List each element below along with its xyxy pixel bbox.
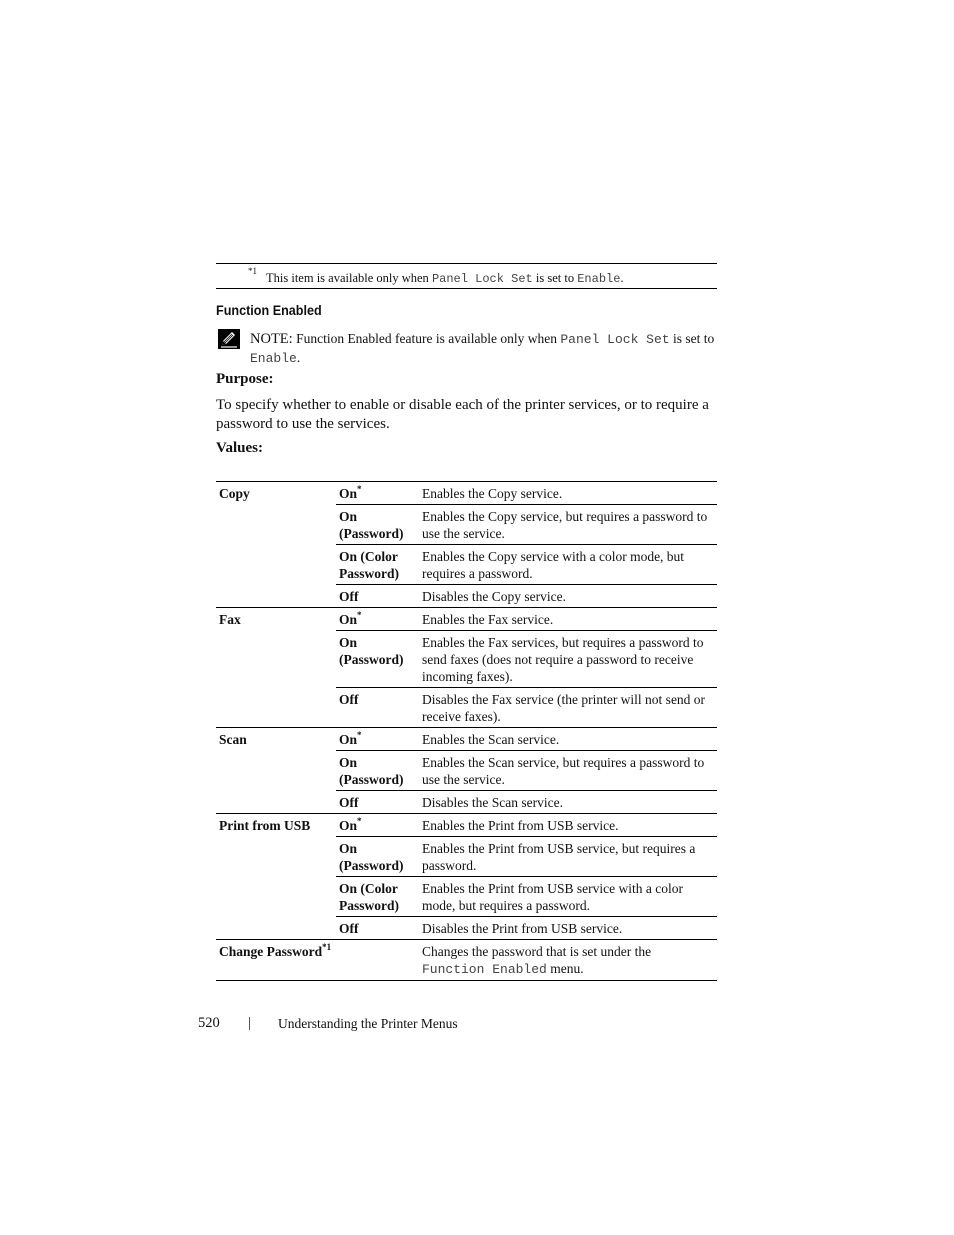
footer-separator: | — [248, 1015, 251, 1031]
description-cell: Enables the Fax services, but requires a password to send faxes (does not require a password to receive incoming faxes). — [416, 631, 717, 688]
option-cell: Off — [336, 917, 416, 940]
footnote-text: This item is available only when Panel Lock Set is set to Enable. — [266, 271, 624, 286]
note-code-panel-lock-set: Panel Lock Set — [560, 332, 670, 347]
description-cell: Enables the Copy service, but requires a password to use the service. — [416, 505, 717, 545]
option-cell: On* — [336, 608, 416, 631]
option-cell: On (Password) — [336, 631, 416, 688]
group-label-fax: Fax — [216, 608, 336, 728]
description-cell: Enables the Print from USB service with a color mode, but requires a password. — [416, 877, 717, 917]
page-number: 520 — [198, 1015, 220, 1031]
group-label-copy: Copy — [216, 482, 336, 608]
description-cell: Enables the Copy service with a color mode, but requires a password. — [416, 545, 717, 585]
description-cell: Enables the Print from USB service, but requires a password. — [416, 837, 717, 877]
purpose-heading: Purpose: — [216, 371, 274, 387]
footnote-marker: *1 — [248, 266, 257, 276]
table-row — [216, 728, 717, 751]
option-cell: On (Password) — [336, 837, 416, 877]
table-row — [216, 608, 717, 631]
option-cell: On (Password) — [336, 751, 416, 791]
values-heading: Values: — [216, 440, 263, 456]
option-cell: Off — [336, 585, 416, 608]
values-table — [216, 481, 717, 981]
option-cell: On (Color Password) — [336, 877, 416, 917]
note-text: NOTE: Function Enabled feature is available only when Panel Lock Set is set to Enable. — [250, 331, 715, 366]
option-cell: Off — [336, 688, 416, 728]
description-cell: Enables the Scan service, but requires a password to use the service. — [416, 751, 717, 791]
description-cell: Enables the Copy service. — [416, 482, 717, 505]
option-cell: On* — [336, 482, 416, 505]
pencil-note-icon — [218, 329, 240, 349]
footnote-code-panel-lock-set: Panel Lock Set — [431, 272, 533, 286]
table-row — [216, 940, 717, 981]
purpose-text: To specify whether to enable or disable each of the printer services, or to require a password to use the services. — [216, 397, 709, 432]
description-cell: Disables the Fax service (the printer will not send or receive faxes). — [416, 688, 717, 728]
section-title: Function Enabled — [216, 302, 322, 318]
description-cell: Enables the Fax service. — [416, 608, 717, 631]
table-row — [216, 482, 717, 505]
note-label: NOTE: — [250, 331, 293, 347]
group-label-change-password: Change Password$^{*1}$ — [216, 940, 416, 981]
description-cell: Enables the Print from USB service. — [416, 814, 717, 837]
option-cell: On (Password) — [336, 505, 416, 545]
group-label-print-from-usb: Print from USB — [216, 814, 336, 940]
description-cell: Changes the password that is set under the Function Enabled menu. — [416, 940, 717, 981]
chapter-title: Understanding the Printer Menus — [278, 1016, 458, 1031]
description-cell: Enables the Scan service. — [416, 728, 717, 751]
code-function-enabled: Function Enabled — [422, 962, 547, 977]
option-cell: On* — [336, 814, 416, 837]
description-cell: Disables the Copy service. — [416, 585, 717, 608]
description-cell: Disables the Print from USB service. — [416, 917, 717, 940]
option-cell: On (Color Password) — [336, 545, 416, 585]
table-row — [216, 814, 717, 837]
description-cell: Disables the Scan service. — [416, 791, 717, 814]
group-label-scan: Scan — [216, 728, 336, 814]
option-cell: On* — [336, 728, 416, 751]
footnote — [216, 263, 717, 289]
note-code-enable: Enable — [250, 350, 297, 366]
page-footer — [198, 1015, 458, 1032]
option-cell: Off — [336, 791, 416, 814]
footnote-code-enable: Enable — [577, 272, 621, 286]
